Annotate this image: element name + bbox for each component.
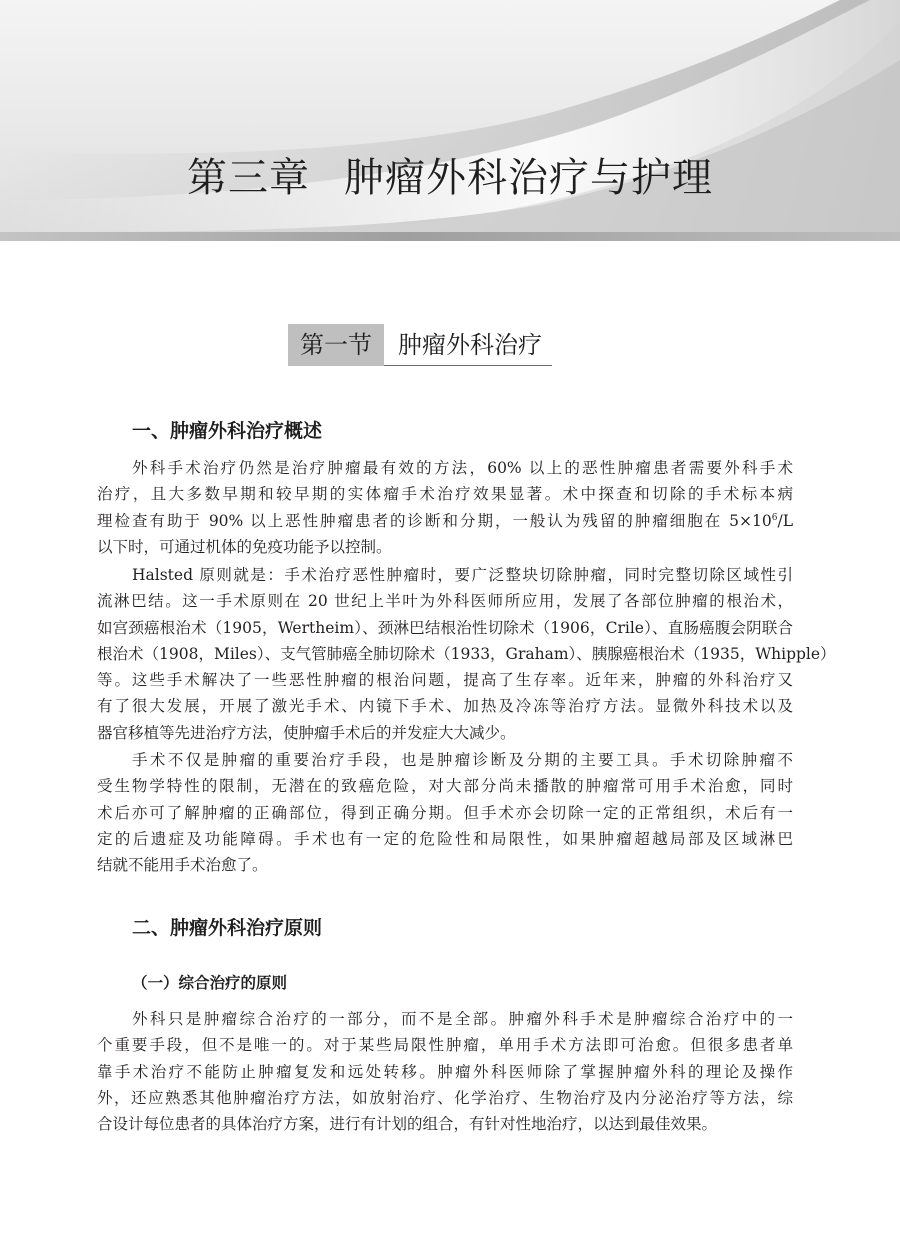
text-line: 以下时，可通过机体的免疫功能予以控制。	[97, 537, 392, 556]
paragraph-overview	[97, 455, 793, 560]
text-line: 等。这些手术解决了一些恶性肿瘤的根治问题，提高了生存率。近年来，肿瘤的外科治疗又	[97, 671, 793, 690]
text-line: 靠手术治疗不能防止肿瘤复发和远处转移。肿瘤外科医师除了掌握肿瘤外科的理论及操作	[97, 1062, 793, 1081]
text-line: Halsted 原则就是：手术治疗恶性肿瘤时，要广泛整块切除肿瘤，同时完整切除区域性引	[132, 566, 793, 584]
chapter-title	[0, 146, 900, 203]
text-line: 根治术（1908，Miles）、支气管肺癌全肺切除术（1933，Graham）、胰腺癌根治术（1935，Whipple）	[97, 644, 836, 663]
paragraph-surgery-role	[97, 747, 793, 878]
text-line: 有了很大发展，开展了激光手术、内镜下手术、加热及冷冻等治疗方法。显微外科技术以及	[97, 697, 793, 716]
subheading-comprehensive: （一）综合治疗的原则	[132, 974, 288, 992]
text-line: 外，还应熟悉其他肿瘤治疗方法，如放射治疗、化学治疗、生物治疗及内分泌治疗等方法，综	[97, 1088, 793, 1107]
text-line-with-superscript	[97, 508, 793, 534]
superscript-exponent: 6	[771, 512, 778, 523]
heading-principles: 二、肿瘤外科治疗原则	[132, 917, 323, 939]
text-line: 治疗，且大多数早期和较早期的实体瘤手术治疗效果显著。术中探查和切除的手术标本病	[97, 485, 793, 504]
banner-divider-strip	[0, 232, 900, 241]
text-segment: 理检查有助于 90% 以上恶性肿瘤患者的诊断和分期，一般认为残留的肿瘤细胞在 5×10	[97, 511, 772, 530]
heading-overview: 一、肿瘤外科治疗概述	[132, 420, 323, 442]
text-line: 合设计每位患者的具体治疗方案，进行有计划的组合，有针对性地治疗，以达到最佳效果。	[97, 1115, 718, 1134]
text-line: 手术不仅是肿瘤的重要治疗手段，也是肿瘤诊断及分期的主要工具。手术切除肿瘤不	[132, 751, 793, 769]
chapter-name: 肿瘤外科治疗与护理	[344, 155, 713, 201]
text-line: 流淋巴结。这一手术原则在 20 世纪上半叶为外科医师所应用，发展了各部位肿瘤的根治术，	[97, 592, 793, 611]
paragraph-halsted	[97, 562, 836, 746]
text-line: 个重要手段，但不是唯一的。对于某些局限性肿瘤，单用手术方法即可治愈。但很多患者单	[97, 1036, 793, 1055]
chapter-banner	[0, 0, 900, 232]
text-line: 结就不能用手术治愈了。	[97, 856, 268, 875]
text-line: 器官移植等先进治疗方法，使肿瘤手术后的并发症大大减少。	[97, 723, 516, 742]
text-line: 如宫颈癌根治术（1905，Wertheim）、颈淋巴结根治性切除术（1906，Crile）、直肠癌腹会阴联合	[97, 618, 793, 637]
text-line: 术后亦可了解肿瘤的正确部位，得到正确分期。但手术亦会切除一定的正常组织，术后有一	[97, 803, 793, 822]
chapter-number: 第三章	[187, 155, 310, 201]
section-heading	[288, 324, 552, 366]
paragraph-comprehensive	[97, 1006, 793, 1137]
text-line: 外科只是肿瘤综合治疗的一部分，而不是全部。肿瘤外科手术是肿瘤综合治疗中的一	[132, 1010, 793, 1028]
section-title: 肿瘤外科治疗	[384, 324, 552, 366]
text-line: 外科手术治疗仍然是治疗肿瘤最有效的方法，60% 以上的恶性肿瘤患者需要外科手术	[132, 459, 793, 477]
text-segment: /L	[777, 511, 793, 530]
text-line: 定的后遗症及功能障碍。手术也有一定的危险性和局限性，如果肿瘤超越局部及区域淋巴	[97, 829, 793, 848]
text-line: 受生物学特性的限制，无潜在的致癌危险，对大部分尚未播散的肿瘤常可用手术治愈，同时	[97, 777, 793, 796]
section-number: 第一节	[288, 324, 384, 366]
